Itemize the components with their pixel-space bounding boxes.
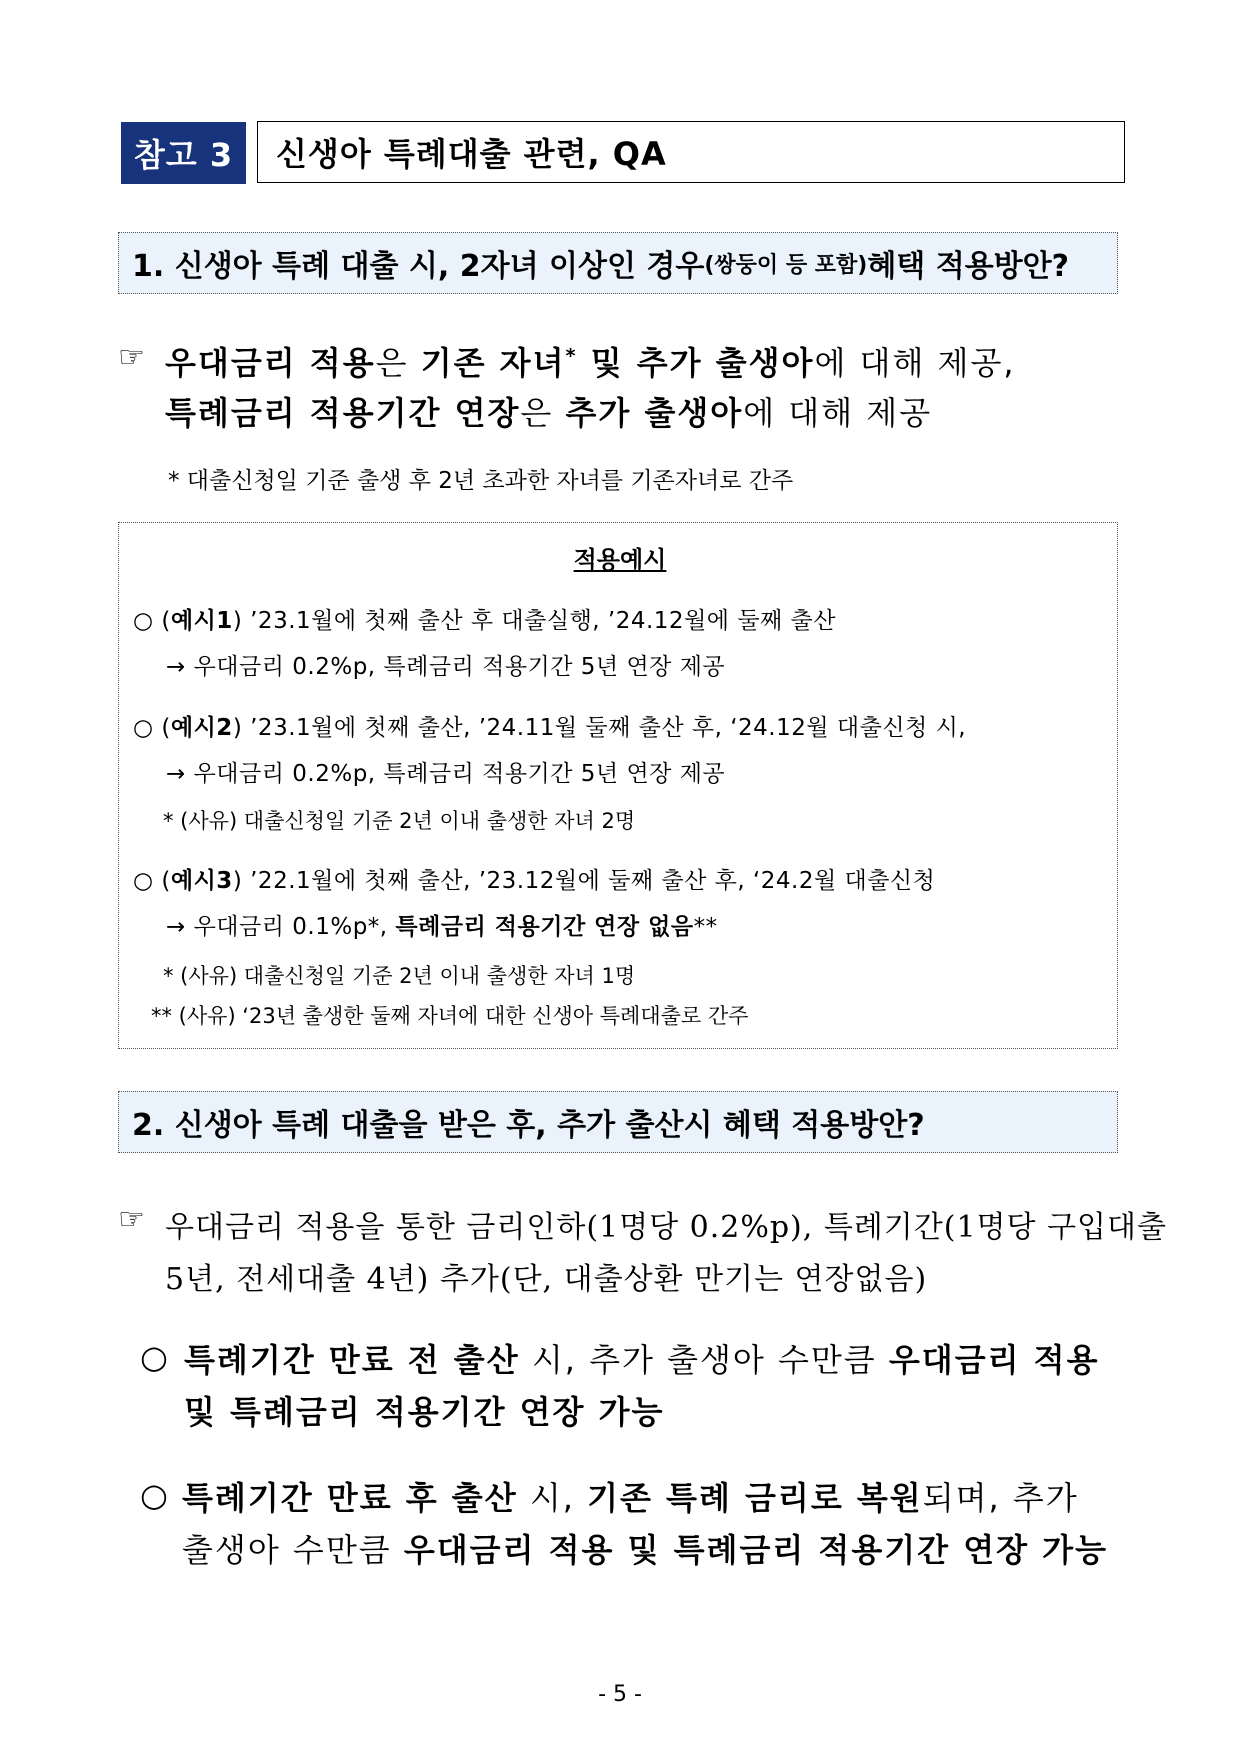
example-2-label: 예시2 xyxy=(170,715,233,741)
question-2-box xyxy=(118,1091,1118,1153)
q2-bullet-1-line-2: 및 특례금리 적용기간 연장 가능 xyxy=(184,1393,665,1431)
text-run: 및 추가 출생아 xyxy=(577,344,815,382)
q2-bullet-2-line-1 xyxy=(182,1473,1079,1519)
example-3-text-a: → 우대금리 0.1%p*, xyxy=(166,914,396,940)
example-1-line-1: ○ (예시1) ’23.1월에 첫째 출산 후 대출실행, ’24.12월에 둘째 출산 xyxy=(133,608,836,634)
hand-pointer-icon: ☞ xyxy=(118,340,145,375)
text-run: 에 대해 제공 xyxy=(743,394,933,432)
question-1-rest: 혜택 적용방안? xyxy=(867,249,1070,284)
text-run: 은 xyxy=(375,344,421,382)
text-run: 은 xyxy=(520,394,566,432)
q1-footnote: * 대출신청일 기준 출생 후 2년 초과한 자녀를 기존자녀로 간주 xyxy=(168,468,794,494)
text-run: 우대금리 적용 및 특례금리 적용기간 연장 가능 xyxy=(403,1531,1109,1569)
reference-title: 신생아 특례대출 관련, QA xyxy=(257,121,1125,183)
example-3-note-1: * (사유) 대출신청일 기준 2년 이내 출생한 자녀 1명 xyxy=(163,964,636,988)
text-run: 에 대해 제공, xyxy=(814,344,1016,382)
text-run: 되며, 추가 xyxy=(922,1479,1079,1517)
text-run: 시, xyxy=(517,1479,588,1517)
q2-answer-line-2: 5년, 전세대출 4년) 추가(단, 대출상환 만기는 연장없음) xyxy=(165,1262,928,1297)
q1-answer-line-1 xyxy=(165,338,1016,384)
text-run: 우대금리 적용 xyxy=(888,1341,1100,1379)
text-run: 출생아 수만큼 xyxy=(182,1531,404,1569)
question-1-box xyxy=(118,232,1118,294)
text-run: 특례기간 만료 후 출산 xyxy=(182,1479,518,1517)
question-1-text: 1. 신생아 특례 대출 시, 2자녀 이상인 경우 xyxy=(132,249,705,284)
example-3-line-2 xyxy=(166,908,718,941)
example-3-text-b: 특례금리 적용기간 연장 없음 xyxy=(395,914,694,940)
text-run: * xyxy=(565,344,578,368)
circle-bullet-icon: ○ xyxy=(140,1338,170,1376)
example-2-line-1: ○ (예시2) ’23.1월에 첫째 출산, ’24.11월 둘째 출산 후, ‘24.12월 대출신청 시, xyxy=(133,715,967,741)
circle-bullet-icon: ○ xyxy=(140,1476,170,1514)
example-3-text: ’22.1월에 첫째 출산, ’23.12월에 둘째 출산 후, ‘24.2월 대출신청 xyxy=(250,868,936,894)
q2-answer-line-1: 우대금리 적용을 통한 금리인하(1명당 0.2%p), 특례기간(1명당 구입대출 xyxy=(165,1210,1167,1245)
example-3-label: 예시3 xyxy=(170,868,233,894)
example-1-text: ’23.1월에 첫째 출산 후 대출실행, ’24.12월에 둘째 출산 xyxy=(250,608,836,634)
q2-bullet-2-line-2 xyxy=(182,1525,1108,1571)
question-2-text: 2. 신생아 특례 대출을 받은 후, 추가 출산시 혜택 적용방안? xyxy=(132,1108,925,1143)
text-run: 기존 특례 금리로 복원 xyxy=(587,1479,923,1517)
text-run: 기존 자녀 xyxy=(420,344,566,382)
circle-bullet-icon: ○ xyxy=(133,715,154,741)
q2-bullet-1-line-1 xyxy=(184,1335,1100,1381)
circle-bullet-icon: ○ xyxy=(133,608,154,634)
text-run: 우대금리 적용 xyxy=(165,344,376,382)
text-run: 특례기간 만료 전 출산 xyxy=(184,1341,520,1379)
reference-badge: 참고 3 xyxy=(121,122,246,184)
example-3-text-c: ** xyxy=(693,914,718,940)
question-1-small: (쌍둥이 등 포함) xyxy=(704,252,868,278)
hand-pointer-icon: ☞ xyxy=(118,1202,145,1237)
example-2-line-2: → 우대금리 0.2%p, 특례금리 적용기간 5년 연장 제공 xyxy=(166,761,726,787)
example-1-label: 예시1 xyxy=(170,608,233,634)
example-1-line-2: → 우대금리 0.2%p, 특례금리 적용기간 5년 연장 제공 xyxy=(166,654,726,680)
example-2-text: ’23.1월에 첫째 출산, ’24.11월 둘째 출산 후, ‘24.12월 대출신청 시, xyxy=(250,715,967,741)
q1-answer-line-2 xyxy=(165,388,932,434)
example-3-note-2: ** (사유) ‘23년 출생한 둘째 자녀에 대한 신생아 특례대출로 간주 xyxy=(151,1004,749,1028)
text-run: 특례금리 적용기간 연장 xyxy=(165,394,521,432)
examples-title: 적용예시 xyxy=(573,546,667,574)
example-2-note: * (사유) 대출신청일 기준 2년 이내 출생한 자녀 2명 xyxy=(163,809,636,833)
text-run: 추가 출생아 xyxy=(565,394,744,432)
page-number: - 5 - xyxy=(598,1682,642,1707)
text-run: 시, 추가 출생아 수만큼 xyxy=(519,1341,889,1379)
circle-bullet-icon: ○ xyxy=(133,868,154,894)
example-3-line-1: ○ (예시3) ’22.1월에 첫째 출산, ’23.12월에 둘째 출산 후, ‘24.2월 대출신청 xyxy=(133,868,936,894)
